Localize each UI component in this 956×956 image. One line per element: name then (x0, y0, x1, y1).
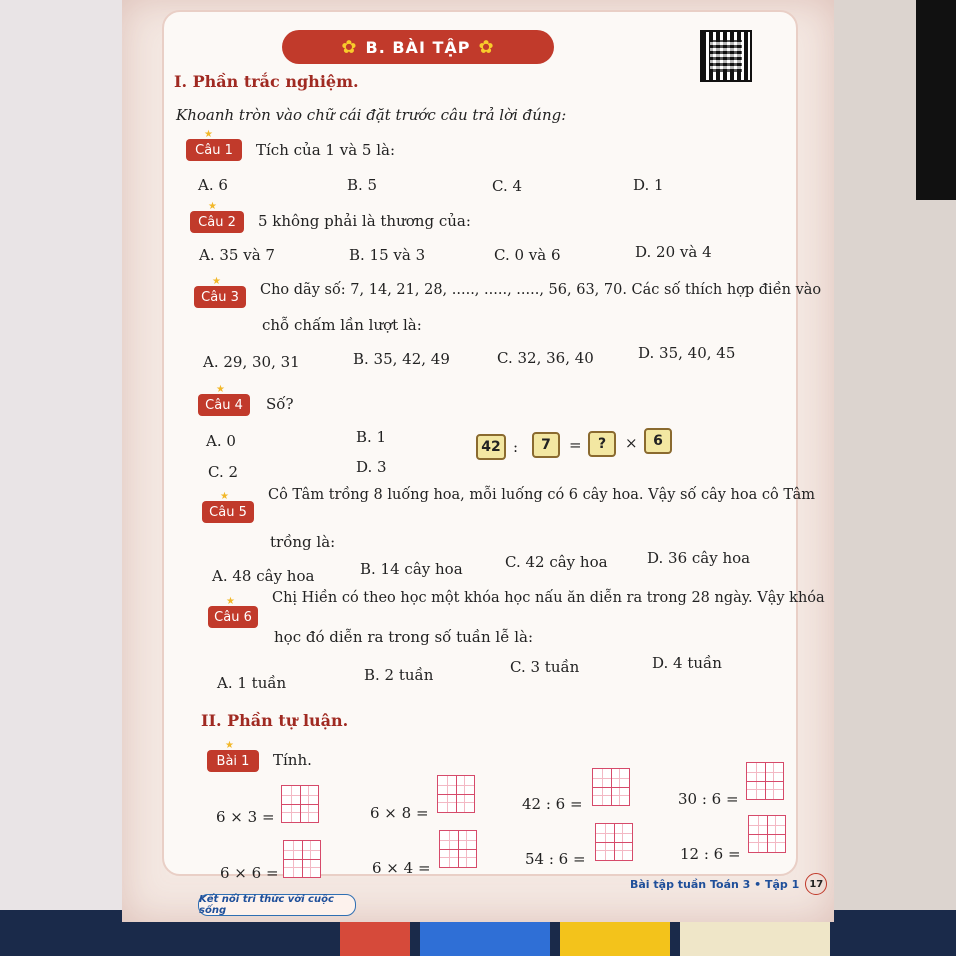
book-spine (680, 916, 830, 956)
number-box: 7 (532, 432, 560, 458)
option-a[interactable]: A. 29, 30, 31 (203, 353, 300, 371)
operator-multiply: × (625, 434, 638, 452)
part2-heading: II. Phần tự luận. (201, 711, 349, 730)
section-title-badge (282, 30, 554, 64)
answer-box[interactable]: ? (588, 431, 616, 457)
answer-grid[interactable] (595, 823, 633, 861)
option-d[interactable]: D. 36 cây hoa (647, 549, 751, 567)
question-text-cont: trồng là: (270, 533, 336, 551)
math-expression: 6 × 3 = (216, 808, 275, 826)
question-label: ★ Câu 2 (190, 211, 244, 233)
answer-grid[interactable] (746, 762, 784, 800)
answer-grid[interactable] (439, 830, 477, 868)
answer-grid[interactable] (592, 768, 630, 806)
part1-heading: I. Phần trắc nghiệm. (174, 72, 359, 91)
math-expression: 6 × 4 = (372, 859, 431, 877)
section-title: B. BÀI TẬP (365, 37, 471, 57)
question-text-cont: học đó diễn ra trong số tuần lễ là: (274, 628, 533, 646)
math-expression: 30 : 6 = (678, 790, 739, 808)
exercise-text: Tính. (273, 751, 312, 769)
option-a[interactable]: A. 6 (198, 176, 228, 194)
answer-grid[interactable] (283, 840, 321, 878)
option-a[interactable]: A. 48 cây hoa (212, 567, 315, 585)
option-c[interactable]: C. 4 (492, 177, 523, 195)
question-text: Số? (266, 395, 294, 413)
option-c[interactable]: C. 2 (208, 463, 239, 481)
book-spine (340, 916, 410, 956)
option-b[interactable]: B. 2 tuần (364, 666, 434, 684)
book-spine (560, 916, 670, 956)
math-expression: 42 : 6 = (522, 795, 583, 813)
publisher-footer: Kết nối tri thức với cuộc sống (198, 894, 356, 916)
option-b[interactable]: B. 5 (347, 176, 378, 194)
option-d[interactable]: D. 20 và 4 (635, 243, 712, 261)
answer-grid[interactable] (748, 815, 786, 853)
option-a[interactable]: A. 0 (206, 432, 236, 450)
math-expression: 6 × 8 = (370, 804, 429, 822)
question-text: Chị Hiền có theo học một khóa học nấu ăn diễn ra trong 28 ngày. Vậy khóa (272, 590, 825, 606)
option-c[interactable]: C. 3 tuần (510, 658, 580, 676)
question-label: ★ Câu 3 (194, 286, 246, 308)
option-b[interactable]: B. 14 cây hoa (360, 560, 463, 578)
instruction-text: Khoanh tròn vào chữ cái đặt trước câu trả lời đúng: (176, 106, 567, 124)
question-label: ★ Câu 6 (208, 606, 258, 628)
flower-icon: ✿ (341, 36, 358, 58)
option-d[interactable]: D. 35, 40, 45 (638, 344, 736, 362)
book-footer (630, 874, 827, 894)
operator-divide: : (513, 438, 519, 456)
book-spine (420, 916, 550, 956)
exercise-label: ★ Bài 1 (207, 750, 259, 772)
number-box: 6 (644, 428, 672, 454)
question-label: ★ Câu 1 (186, 139, 242, 161)
option-c[interactable]: C. 0 và 6 (494, 246, 561, 264)
answer-grid[interactable] (281, 785, 319, 823)
question-text-cont: chỗ chấm lần lượt là: (262, 316, 422, 334)
book-title: Bài tập tuần Toán 3 • Tập 1 (630, 877, 800, 891)
question-label: ★ Câu 4 (198, 394, 250, 416)
option-b[interactable]: B. 35, 42, 49 (353, 350, 450, 368)
flower-icon: ✿ (478, 36, 495, 58)
background-left (0, 0, 125, 956)
option-d[interactable]: D. 1 (633, 176, 664, 194)
math-expression: 54 : 6 = (525, 850, 586, 868)
operator-equals: = (569, 436, 582, 454)
math-expression: 12 : 6 = (680, 845, 741, 863)
page-number: 17 (805, 873, 827, 895)
answer-grid[interactable] (437, 775, 475, 813)
background-keyboard (916, 0, 956, 200)
math-expression: 6 × 6 = (220, 864, 279, 882)
option-b[interactable]: B. 1 (356, 428, 387, 446)
option-a[interactable]: A. 1 tuần (217, 674, 287, 692)
question-text: Cho dãy số: 7, 14, 21, 28, ....., ....., ....., 56, 63, 70. Các số thích hợp điền vào (260, 282, 822, 298)
qr-code[interactable] (700, 30, 752, 82)
option-d[interactable]: D. 3 (356, 458, 387, 476)
option-c[interactable]: C. 42 cây hoa (505, 553, 608, 571)
option-a[interactable]: A. 35 và 7 (199, 246, 275, 264)
number-box: 42 (476, 434, 506, 460)
question-text: 5 không phải là thương của: (258, 212, 471, 230)
question-text: Tích của 1 và 5 là: (256, 141, 396, 159)
option-c[interactable]: C. 32, 36, 40 (497, 349, 594, 367)
option-b[interactable]: B. 15 và 3 (349, 246, 426, 264)
option-d[interactable]: D. 4 tuần (652, 654, 722, 672)
question-label: ★ Câu 5 (202, 501, 254, 523)
question-text: Cô Tâm trồng 8 luống hoa, mỗi luống có 6 cây hoa. Vậy số cây hoa cô Tâm (268, 487, 815, 503)
